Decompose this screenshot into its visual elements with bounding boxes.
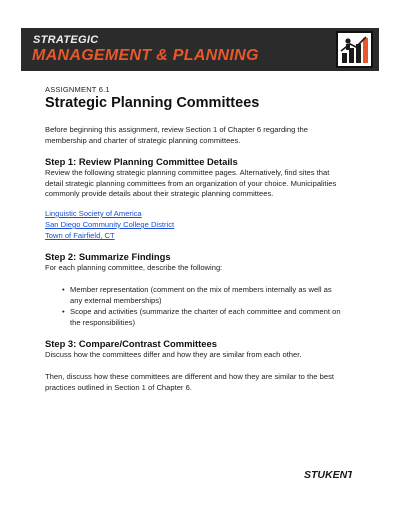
step1-line: detail strategic planning committees from an organization of your choice. Municipalities	[45, 178, 337, 188]
intro-paragraph	[45, 125, 361, 146]
chart-growth-icon	[336, 31, 373, 68]
banner-subtitle: STRATEGIC	[33, 34, 99, 46]
list-item	[62, 285, 362, 307]
step3-line: Then, discuss how these committees are different and how they are similar to the best	[45, 372, 334, 381]
bullet-dot: •	[62, 307, 65, 316]
step2-heading: Step 2: Summarize Findings	[45, 251, 171, 262]
step3-heading: Step 3: Compare/Contrast Committees	[45, 338, 217, 349]
intro-line: membership and charter of strategic planning committees.	[45, 135, 241, 145]
intro-line: Before beginning this assignment, review Section 1 of Chapter 6 regarding the	[45, 125, 308, 134]
step3-paragraph	[45, 372, 361, 393]
step1-line: Review the following strategic planning committee pages. Alternatively, find sites that	[45, 168, 330, 177]
bullet-line: any external memberships)	[70, 295, 162, 305]
step3-line: practices outlined in Section 1 of Chapter 6.	[45, 382, 192, 392]
assignment-label: ASSIGNMENT 6.1	[45, 85, 110, 94]
step2-intro: For each planning committee, describe the following:	[45, 263, 223, 272]
step1-line: commonly provide details about their strategic planning committees.	[45, 189, 274, 198]
step1-paragraph	[45, 168, 361, 200]
bullet-dot: •	[62, 285, 65, 294]
bullet-line: Scope and activities (summarize the charter of each committee and comment on	[70, 307, 341, 316]
bullet-line: Member representation (comment on the mix of members internally as well as	[70, 285, 332, 294]
logo-text: STUKENT	[304, 469, 352, 480]
page-title: Strategic Planning Committees	[45, 95, 260, 111]
step1-heading: Step 1: Review Planning Committee Details	[45, 156, 238, 167]
stukent-logo	[304, 467, 352, 479]
bullet-line: the responsibilities)	[70, 317, 135, 327]
step3-line: Discuss how the committees differ and how they are similar from each other.	[45, 350, 302, 359]
link-linguistic-society[interactable]: Linguistic Society of America	[45, 209, 142, 218]
link-san-diego-ccd[interactable]: San Diego Community College District	[45, 220, 175, 229]
banner-title: MANAGEMENT & PLANNING	[32, 47, 259, 64]
header-banner	[21, 28, 379, 71]
list-item	[62, 307, 362, 329]
link-town-fairfield[interactable]: Town of Fairfield, CT	[45, 231, 115, 240]
